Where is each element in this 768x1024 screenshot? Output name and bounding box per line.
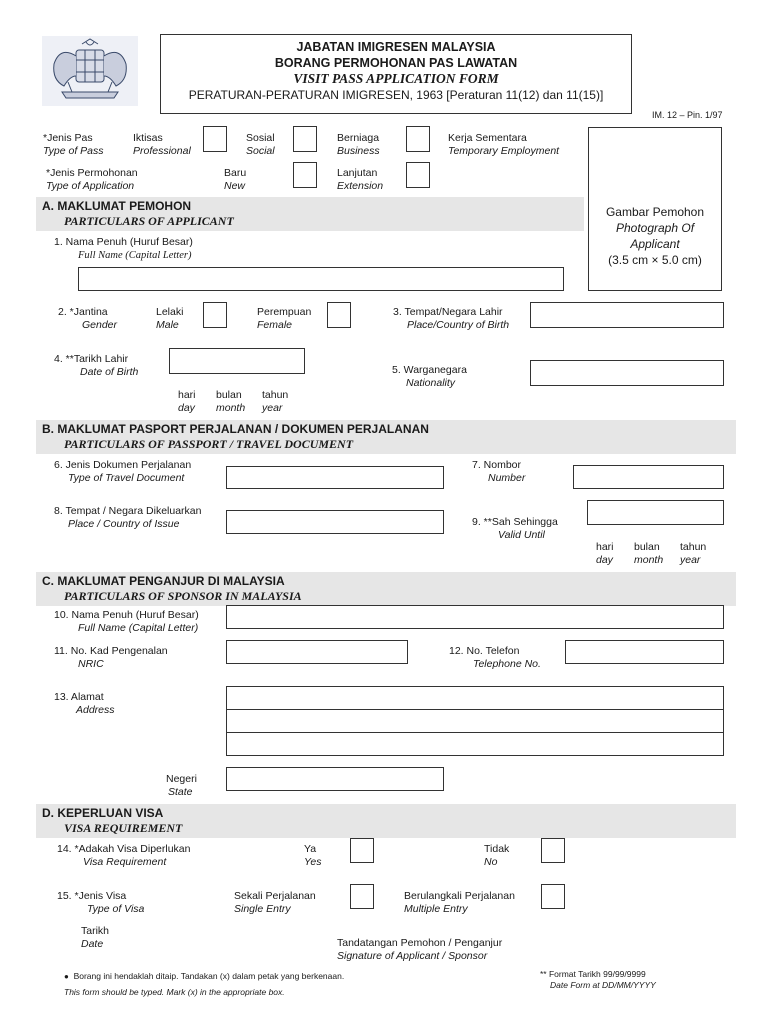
valid-day-label: hari day xyxy=(596,541,614,567)
section-d-header: D. KEPERLUAN VISA VISA REQUIREMENT xyxy=(36,804,736,838)
sponsor-phone-input[interactable] xyxy=(565,640,724,664)
application-type-new-label: Baru New xyxy=(224,167,247,193)
photo-label-en1: Photograph Of xyxy=(615,221,695,235)
sponsor-address-label: 13. Alamat Address xyxy=(54,691,115,717)
title-form-ms: BORANG PERMOHONAN PAS LAWATAN xyxy=(274,56,518,70)
pass-type-social-label: Sosial Social xyxy=(246,132,275,158)
photo-box[interactable] xyxy=(588,127,722,291)
nationality-label: 5. Warganegara Nationality xyxy=(392,364,467,390)
sponsor-nric-label: 11. No. Kad Pengenalan NRIC xyxy=(54,645,168,671)
sponsor-address-line-2[interactable] xyxy=(226,709,724,733)
place-of-birth-input[interactable] xyxy=(530,302,724,328)
sponsor-nric-input[interactable] xyxy=(226,640,408,664)
application-type-label: *Jenis Permohonan Type of Application xyxy=(46,167,138,193)
gender-male-checkbox[interactable] xyxy=(203,302,227,328)
coat-of-arms-logo xyxy=(42,36,138,106)
sponsor-name-label: 10. Nama Penuh (Huruf Besar) Full Name (Capital Letter) xyxy=(54,609,199,635)
date-format-note xyxy=(540,969,656,990)
visa-multiple-entry-checkbox[interactable] xyxy=(541,884,565,909)
visa-required-no-checkbox[interactable] xyxy=(541,838,565,863)
visa-multiple-entry-label: Berulangkali Perjalanan Multiple Entry xyxy=(404,890,515,916)
visa-required-no-label: Tidak No xyxy=(484,843,510,869)
pass-type-temporary-label: Kerja Sementara Temporary Employment xyxy=(448,132,560,158)
gender-female-checkbox[interactable] xyxy=(327,302,351,328)
section-b-header: B. MAKLUMAT PASPORT PERJALANAN / DOKUMEN PERJALANAN PARTICULARS OF PASSPORT / TRAVEL DOCUMENT xyxy=(36,420,736,454)
date-format-en: Date Form at DD/MM/YYYY xyxy=(550,979,656,990)
visa-required-yes-checkbox[interactable] xyxy=(350,838,374,863)
date-format-ms: ** Format Tarikh 99/99/9999 xyxy=(540,969,646,979)
dob-day-label: hari day xyxy=(178,389,196,415)
title-department: JABATAN IMIGRESEN MALAYSIA xyxy=(296,40,496,54)
place-of-issue-label: 8. Tempat / Negara Dikeluarkan Place / Country of Issue xyxy=(54,505,202,531)
photo-label-en2: Applicant xyxy=(630,237,680,251)
section-a-header: A. MAKLUMAT PEMOHON PARTICULARS OF APPLICANT xyxy=(36,197,584,231)
sponsor-address-line-3[interactable] xyxy=(226,732,724,756)
sponsor-address-line-1[interactable] xyxy=(226,686,724,710)
visa-required-label: 14. *Adakah Visa Diperlukan Visa Requirement xyxy=(57,843,191,869)
visa-single-entry-label: Sekali Perjalanan Single Entry xyxy=(234,890,316,916)
pass-type-business-label: Berniaga Business xyxy=(337,132,380,158)
travel-doc-number-input[interactable] xyxy=(573,465,724,489)
section-c-header: C. MAKLUMAT PENGANJUR DI MALAYSIA PARTICULARS OF SPONSOR IN MALAYSIA xyxy=(36,572,736,606)
visa-required-yes-label: Ya Yes xyxy=(304,843,322,869)
sponsor-state-label: Negeri State xyxy=(166,773,197,799)
application-type-extension-checkbox[interactable] xyxy=(406,162,430,188)
dob-year-label: tahun year xyxy=(262,389,289,415)
date-label: Tarikh Date xyxy=(81,925,110,951)
place-of-issue-input[interactable] xyxy=(226,510,444,534)
footer-note-ms: Borang ini hendaklah ditaip. Tandakan (x) dalam petak yang berkenaan. xyxy=(73,971,345,981)
valid-until-input[interactable] xyxy=(587,500,724,525)
gender-female-label: Perempuan Female xyxy=(257,306,312,332)
application-type-new-checkbox[interactable] xyxy=(293,162,317,188)
date-of-birth-label: 4. **Tarikh Lahir Date of Birth xyxy=(54,353,139,379)
sponsor-state-input[interactable] xyxy=(226,767,444,791)
signature-label: Tandatangan Pemohon / Penganjur Signature of Applicant / Sponsor xyxy=(337,937,503,963)
valid-month-label: bulan month xyxy=(634,541,664,567)
valid-year-label: tahun year xyxy=(680,541,707,567)
form-code: IM. 12 – Pin. 1/97 xyxy=(652,110,723,120)
title-regulation: PERATURAN-PERATURAN IMIGRESEN, 1963 [Peraturan 11(12) dan 11(15)] xyxy=(188,88,604,102)
photo-label-ms: Gambar Pemohon xyxy=(605,205,705,219)
title-form-en: VISIT PASS APPLICATION FORM xyxy=(293,71,499,86)
visa-type-label: 15. *Jenis Visa Type of Visa xyxy=(57,890,145,916)
sponsor-phone-label: 12. No. Telefon Telephone No. xyxy=(449,645,541,671)
travel-doc-type-input[interactable] xyxy=(226,466,444,489)
pass-type-business-checkbox[interactable] xyxy=(406,126,430,152)
travel-doc-type-label: 6. Jenis Dokumen Perjalanan Type of Travel Document xyxy=(54,459,192,485)
gender-label: 2. *Jantina Gender xyxy=(58,306,118,332)
photo-size: (3.5 cm × 5.0 cm) xyxy=(608,253,702,267)
place-of-birth-label: 3. Tempat/Negara Lahir Place/Country of Birth xyxy=(393,306,510,332)
pass-type-professional-label: Iktisas Professional xyxy=(133,132,191,158)
applicant-name-label: 1. Nama Penuh (Huruf Besar) Full Name (Capital Letter) xyxy=(54,236,193,262)
footer-note: ● Borang ini hendaklah ditaip. Tandakan (x) dalam petak yang berkenaan. This form should be typed. Mark (x) in the appropriate box. xyxy=(64,971,345,997)
pass-type-label: *Jenis Pas Type of Pass xyxy=(43,132,104,158)
form-title-block xyxy=(160,34,632,114)
sponsor-name-input[interactable] xyxy=(226,605,724,629)
visa-single-entry-checkbox[interactable] xyxy=(350,884,374,909)
pass-type-social-checkbox[interactable] xyxy=(293,126,317,152)
footer-note-en: This form should be typed. Mark (x) in the appropriate box. xyxy=(64,987,285,997)
applicant-name-input[interactable] xyxy=(78,267,564,291)
application-type-extension-label: Lanjutan Extension xyxy=(337,167,384,193)
date-of-birth-input[interactable] xyxy=(169,348,305,374)
gender-male-label: Lelaki Male xyxy=(156,306,184,332)
valid-until-label: 9. **Sah Sehingga Valid Until xyxy=(472,516,558,542)
pass-type-professional-checkbox[interactable] xyxy=(203,126,227,152)
travel-doc-number-label: 7. Nombor Number xyxy=(472,459,526,485)
dob-month-label: bulan month xyxy=(216,389,246,415)
nationality-input[interactable] xyxy=(530,360,724,386)
